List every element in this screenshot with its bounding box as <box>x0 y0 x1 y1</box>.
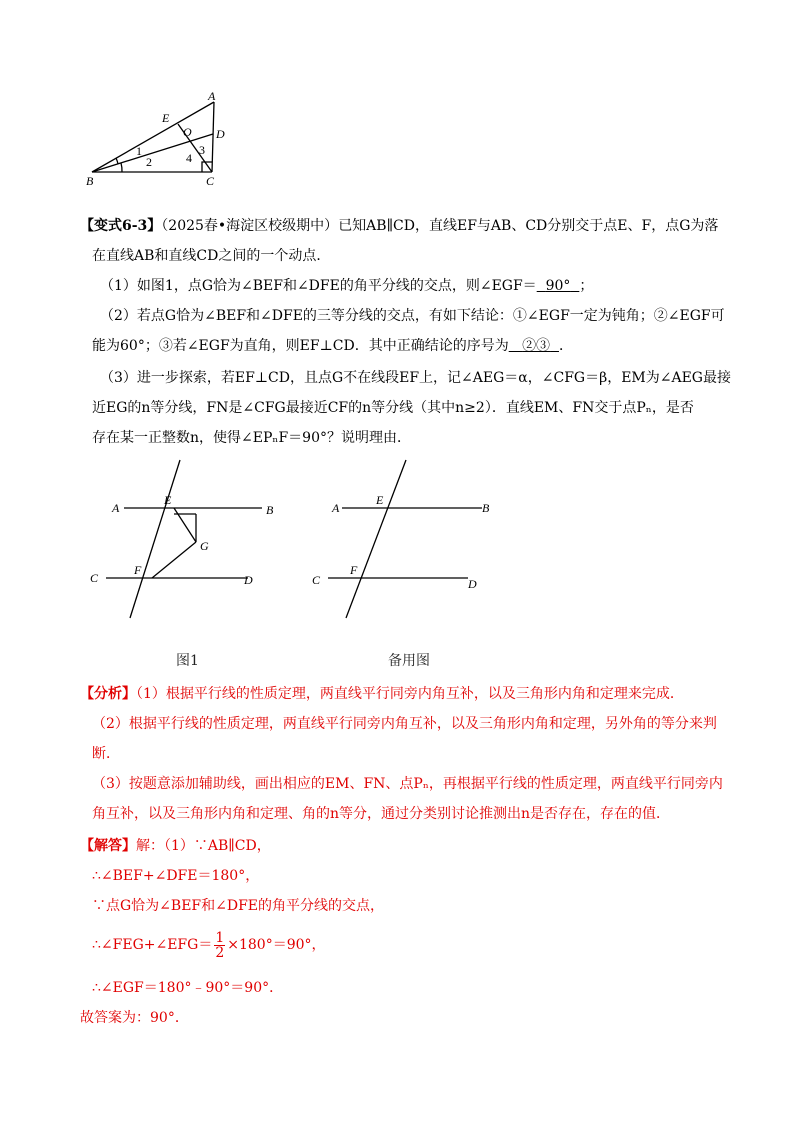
q2-answer: ②③ <box>522 338 551 354</box>
analysis-line-5: 角互补，以及三角形内角和定理、角的n等分，通过分类别讨论推测出n是否存在，存在的值． <box>92 806 671 822</box>
problem-source: （2025春•海淀区校级期中） <box>161 218 339 234</box>
fig1-label-d: D <box>244 573 253 587</box>
fig2-label-c: C <box>312 573 321 587</box>
label-a: A <box>208 89 216 103</box>
fig2-label-a: A <box>332 501 340 515</box>
triangle-figure <box>80 88 240 188</box>
label-o: O <box>183 125 192 139</box>
q2-suffix: ． <box>558 338 573 354</box>
problem-line-1 <box>80 216 719 236</box>
q2-prefix: 能为60°；③若∠EGF为直角，则EF⊥CD．其中正确结论的序号为 <box>92 338 509 354</box>
fig1-label-e: E <box>164 493 172 507</box>
solution-l4-suffix: ×180°＝90°， <box>227 937 326 953</box>
solution-l4-prefix: ∴∠FEG+∠EFG＝ <box>92 937 213 953</box>
label-2: 2 <box>146 155 152 169</box>
q1-prefix: （1）如图1，点G恰为∠BEF和∠DFE的角平分线的交点，则∠EGF＝ <box>100 278 537 294</box>
fraction-denominator: 2 <box>215 944 225 961</box>
fig1-label-c: C <box>90 571 99 585</box>
label-1: 1 <box>136 144 142 158</box>
question-3-line-3: 存在某一正整数n，使得∠EPₙF＝90°？说明理由． <box>92 430 411 446</box>
label-3: 3 <box>199 143 205 157</box>
segment-bd <box>92 134 213 172</box>
label-d: D <box>216 127 225 141</box>
fig1-label-f: F <box>134 563 142 577</box>
figure-backup <box>306 456 516 626</box>
solution-line-3: ∵点G恰为∠BEF和∠DFE的角平分线的交点， <box>92 898 385 914</box>
question-2-line-1: （2）若点G恰为∠BEF和∠DFE的三等分线的交点，有如下结论：①∠EGF一定为钝角；②∠EGF可 <box>100 308 725 324</box>
question-1 <box>100 276 730 296</box>
figure-backup-caption: 备用图 <box>388 653 430 669</box>
line-ef <box>346 460 406 618</box>
analysis-line-3: 断． <box>92 746 120 762</box>
solution-line-4 <box>92 930 722 960</box>
fig1-label-g: G <box>200 539 209 553</box>
label-e: E <box>162 111 170 125</box>
question-3-line-1: （3）进一步探索，若EF⊥CD，且点G不在线段EF上，记∠AEG＝α，∠CFG＝β，EM为∠AEG最接 <box>100 370 731 386</box>
segment-gf <box>152 542 196 578</box>
fig2-label-b: B <box>482 501 490 515</box>
segment-ac <box>212 102 214 172</box>
problem-line-2: 在直线AB和直线CD之间的一个动点． <box>92 248 331 264</box>
fraction-numerator: 1 <box>215 929 225 946</box>
segment-eg <box>174 508 196 542</box>
solution-line-5: ∴∠EGF＝180°﹣90°＝90°． <box>92 980 284 996</box>
q1-answer: 90° <box>545 278 571 294</box>
fig1-label-a: A <box>112 501 120 515</box>
analysis-p1: （1）根据平行线的性质定理，两直线平行同旁内角互补，以及三角形内角和定理来完成． <box>136 686 684 702</box>
line-ef <box>130 460 180 618</box>
label-b: B <box>86 174 94 188</box>
solution-line-6: 故答案为：90°． <box>80 1010 189 1026</box>
solution-line-2: ∴∠BEF+∠DFE＝180°， <box>92 868 260 884</box>
fig2-label-e: E <box>376 493 384 507</box>
solution-tag: 【解答】 <box>80 838 136 854</box>
segment-ab <box>92 102 214 172</box>
problem-tag: 【变式6-3】 <box>80 218 162 234</box>
fig1-label-b: B <box>266 503 274 517</box>
label-c: C <box>206 174 215 188</box>
fig2-label-d: D <box>468 577 477 591</box>
solution-line-1 <box>80 836 710 856</box>
fraction-one-half <box>214 931 225 960</box>
solution-l1: 解：（1）∵AB∥CD， <box>136 838 271 854</box>
analysis-line-4: （3）按题意添加辅助线，画出相应的EM、FN、点Pₙ，再根据平行线的性质定理，两直线平行同旁内 <box>92 776 723 792</box>
fig2-label-f: F <box>350 563 358 577</box>
question-3-line-2: 近EG的n等分线，FN是∠CFG最接近CF的n等分线（其中n≥2）．直线EM、FN交于点Pₙ，是否 <box>92 400 694 416</box>
question-2-line-2 <box>92 336 722 356</box>
figure-1 <box>86 456 296 626</box>
figure-1-caption: 图1 <box>176 653 199 669</box>
problem-line1-rest: 已知AB∥CD，直线EF与AB、CD分别交于点E、F，点G为落 <box>338 218 719 234</box>
q1-suffix: ； <box>579 278 594 294</box>
analysis-line-1 <box>80 684 710 704</box>
label-4: 4 <box>186 151 192 165</box>
analysis-line-2: （2）根据平行线的性质定理，两直线平行同旁内角互补，以及三角形内角和定理，另外角的等分来判 <box>92 716 717 732</box>
analysis-tag: 【分析】 <box>80 686 136 702</box>
